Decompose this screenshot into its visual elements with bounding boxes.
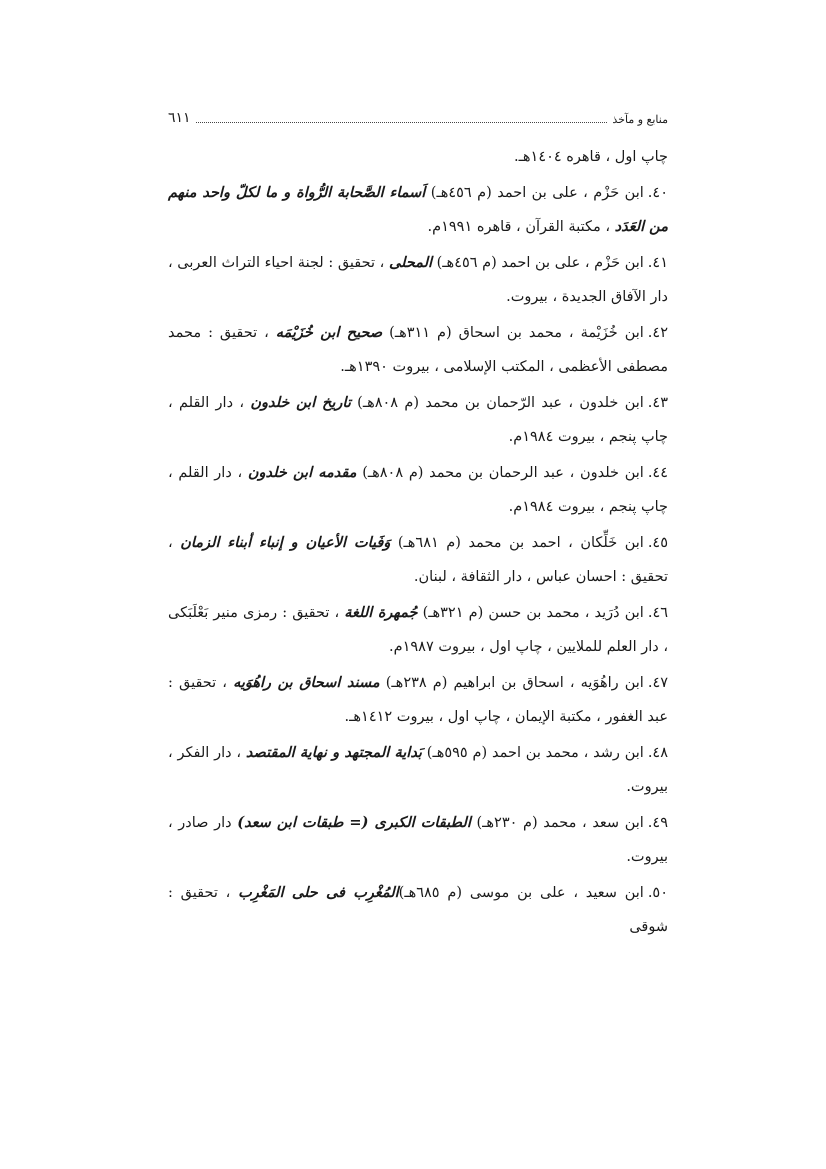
entry-number: ٤٢. <box>647 325 668 341</box>
bibliography-entry <box>168 386 668 454</box>
entry-number: ٤٠. <box>647 185 668 201</box>
continuation-text: چاپ اول ، قاهره ١٤٠٤هـ. <box>514 149 668 165</box>
entry-publication: ، تحقیق : احسان عباس ، دار الثقافة ، لبنان. <box>168 535 668 585</box>
entry-number: ٤٩. <box>647 815 668 831</box>
bibliography-entry <box>168 876 668 944</box>
entry-author: ابن حَزْم ، علی بن احمد (م ٤٥٦هـ) <box>432 255 644 271</box>
entry-publication: ، تحقیق : عبد الغفور ، مکتبة الإیمان ، چاپ اول ، بیروت ١٤١٢هـ. <box>168 675 668 725</box>
entry-publication: ، تحقیق : محمد مصطفی الأعظمی ، المکتب الإسلامی ، بیروت ١٣٩٠هـ. <box>168 325 668 375</box>
bibliography-entry <box>168 526 668 594</box>
entry-number: ٤٥. <box>647 535 668 551</box>
page-number: ٦١١ <box>168 110 191 126</box>
entry-publication: ، دار الفکر ، بیروت. <box>168 745 668 795</box>
bibliography-entry <box>168 456 668 524</box>
bibliography-list <box>168 140 668 946</box>
entry-author: ابن حَزْم ، علی بن احمد (م ٤٥٦هـ) <box>425 185 644 201</box>
entry-title: مقدمه ابن خلدون <box>247 464 357 481</box>
entry-number: ٤١. <box>647 255 668 271</box>
bibliography-entry <box>168 316 668 384</box>
entry-title: الطبقات الکبری (= طبقات ابن سعد) <box>237 814 471 831</box>
entry-publication: ، تحقیق : رمزی منیر بَعْلَبَکی ، دار العلم للملایین ، چاپ اول ، بیروت ١٩٨٧م. <box>168 605 668 655</box>
entry-title: تاریخ ابن خلدون <box>250 394 351 411</box>
entry-publication: ، تحقیق : لجنة احیاء التراث العربی ، دار الآفاق الجدیدة ، بیروت. <box>168 255 668 305</box>
entry-author: ابن خلدون ، عبد الرّحمان بن محمد (م ٨٠٨هـ) <box>350 395 644 411</box>
running-header <box>168 104 668 126</box>
entry-author: ابن سعید ، علی بن موسی (م ٦٨٥هـ) <box>398 885 644 901</box>
entry-number: ٤٨. <box>647 745 668 761</box>
entry-title: بَدایة المجتهد و نهایة المقتصد <box>245 744 422 761</box>
entry-title: صحیح ابن خُزَیْمَه <box>275 324 383 341</box>
bibliography-entry <box>168 736 668 804</box>
bibliography-continuation <box>168 140 668 174</box>
header-dot-leader <box>196 110 608 123</box>
entry-number: ٤٣. <box>647 395 668 411</box>
entry-publication: ، دار القلم ، چاپ پنجم ، بیروت ١٩٨٤م. <box>168 465 668 515</box>
entry-author: ابن راهُوَیه ، اسحاق بن ابراهیم (م ٢٣٨هـ) <box>379 675 644 691</box>
entry-publication: ، دار القلم ، چاپ پنجم ، بیروت ١٩٨٤م. <box>168 395 668 445</box>
entry-number: ٤٦. <box>647 605 669 621</box>
entry-number: ٥٠. <box>647 885 668 901</box>
section-title: منابع و مآخذ <box>612 113 668 126</box>
bibliography-entry <box>168 806 668 874</box>
entry-publication: دار صادر ، بیروت. <box>168 815 668 865</box>
bibliography-entry <box>168 176 668 244</box>
entry-title: المُغْرِب فی حلی المَغْرِب <box>238 884 399 901</box>
bibliography-entry <box>168 596 668 664</box>
entry-number: ٤٧. <box>647 675 669 691</box>
entry-title: اَسماء الصَّحابة الرُّواة و ما لكلّ واحد منهم من العَدَد <box>168 184 668 235</box>
entry-author: ابن دُرَید ، محمد بن حسن (م ٣٢١هـ) <box>417 605 644 621</box>
entry-author: ابن خلدون ، عبد الرحمان بن محمد (م ٨٠٨هـ) <box>356 465 644 481</box>
entry-author: ابن خُزَیْمة ، محمد بن اسحاق (م ٣١١هـ) <box>382 325 644 341</box>
entry-publication: ، مکتبة القرآن ، قاهره ١٩٩١م. <box>427 219 615 235</box>
entry-publication: ، تحقیق : شوقی <box>168 885 668 935</box>
entry-author: ابن خَلِّکان ، احمد بن محمد (م ٦٨١هـ) <box>390 535 644 551</box>
entry-author: ابن سعد ، محمد (م ٢٣٠هـ) <box>470 815 644 831</box>
entry-title: مسند اسحاق بن راهُوَیه <box>233 674 380 691</box>
entry-author: ابن رشد ، محمد بن احمد (م ٥٩٥هـ) <box>421 745 644 761</box>
bibliography-entry <box>168 246 668 314</box>
entry-number: ٤٤. <box>647 465 668 481</box>
entry-title: وَفَیات الأعیان و إنباء أبناء الزمان <box>180 534 391 551</box>
entry-title: المحلی <box>388 254 433 271</box>
entry-title: جُمهرة اللغة <box>344 604 418 621</box>
bibliography-entry <box>168 666 668 734</box>
